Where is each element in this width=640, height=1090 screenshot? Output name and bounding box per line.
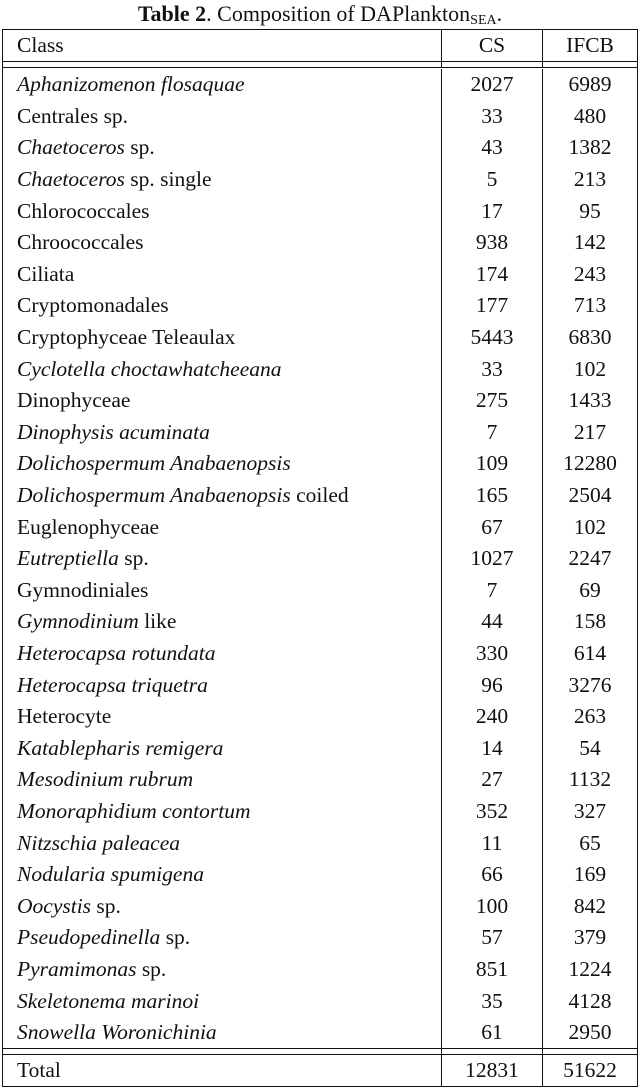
class-name-cell: [3, 796, 441, 828]
class-name-cell: [3, 227, 441, 259]
ifcb-count: 12280: [542, 448, 637, 480]
class-name-cell: [3, 764, 441, 796]
class-name-roman: Chlorococcales: [17, 198, 150, 223]
class-name-roman: Euglenophyceae: [17, 514, 160, 539]
class-name-italic: Heterocapsa rotundata: [17, 640, 216, 665]
class-name: [17, 1020, 217, 1045]
table-row: [3, 322, 637, 354]
ifcb-count: 614: [542, 638, 637, 670]
ifcb-count: 3276: [542, 669, 637, 701]
ifcb-count: 6830: [542, 322, 637, 354]
class-name-cell: [3, 290, 441, 322]
cs-count: 66: [441, 859, 542, 891]
header-separator: [3, 61, 637, 68]
class-name: [17, 862, 204, 887]
table-row: [3, 227, 637, 259]
class-name-cell: [3, 195, 441, 227]
class-name: [17, 199, 150, 224]
cs-count: 109: [441, 448, 542, 480]
class-name-roman: Ciliata: [17, 261, 75, 286]
class-name: [17, 325, 235, 350]
cs-count: 165: [441, 480, 542, 512]
table-row: [3, 101, 637, 133]
class-name: [17, 72, 245, 97]
cs-count: 33: [441, 353, 542, 385]
class-name-cell: [3, 101, 441, 133]
cs-count: 27: [441, 764, 542, 796]
table-row: [3, 290, 637, 322]
class-name: [17, 704, 111, 729]
class-name-roman: like: [138, 609, 177, 634]
ifcb-count: 1224: [542, 954, 637, 986]
class-name: [17, 230, 144, 255]
ifcb-count: 6989: [542, 69, 637, 101]
class-name-italic: Nitzschia paleacea: [17, 830, 181, 855]
cs-count: 100: [441, 890, 542, 922]
caption-text: . Composition of DAPlankton: [206, 1, 471, 26]
class-name: [17, 957, 166, 982]
class-name-cell: [3, 669, 441, 701]
cs-count: 14: [441, 732, 542, 764]
class-name: [17, 831, 180, 856]
class-name: [17, 167, 212, 192]
class-name: [17, 262, 74, 287]
class-name-italic: Skeletonema marinoi: [17, 988, 200, 1013]
class-name-roman: sp. single: [124, 167, 212, 192]
ifcb-count: 158: [542, 606, 637, 638]
cs-count: 174: [441, 259, 542, 291]
class-name-cell: [3, 890, 441, 922]
cs-count: 7: [441, 575, 542, 607]
class-name-cell: [3, 985, 441, 1017]
class-name-cell: [3, 575, 441, 607]
ifcb-count: 65: [542, 827, 637, 859]
ifcb-count: 69: [542, 575, 637, 607]
class-name-cell: [3, 385, 441, 417]
table-row: [3, 954, 637, 986]
class-name-cell: [3, 543, 441, 575]
cs-count: 61: [441, 1017, 542, 1049]
class-name: [17, 767, 193, 792]
ifcb-count: 1433: [542, 385, 637, 417]
ifcb-count: 213: [542, 164, 637, 196]
table-row: [3, 575, 637, 607]
cs-count: 7: [441, 417, 542, 449]
class-name-roman: sp.: [136, 956, 167, 981]
table-row: [3, 827, 637, 859]
header-ifcb: IFCB: [542, 30, 637, 61]
class-name: [17, 641, 215, 666]
class-name-italic: Eutreptiella: [17, 546, 119, 571]
class-name: [17, 736, 223, 761]
class-name-roman: sp.: [124, 135, 155, 160]
class-name-cell: [3, 417, 441, 449]
class-name-cell: [3, 954, 441, 986]
class-name-cell: [3, 922, 441, 954]
class-name-roman: Centrales sp.: [17, 103, 129, 128]
ifcb-count: 2950: [542, 1017, 637, 1049]
ifcb-count: 842: [542, 890, 637, 922]
table-header-row: [3, 30, 637, 61]
ifcb-count: 102: [542, 511, 637, 543]
table-row: [3, 890, 637, 922]
total-separator: [3, 1048, 637, 1055]
table-row: [3, 195, 637, 227]
caption-end: .: [496, 1, 503, 26]
class-name-roman: Gymnodiniales: [17, 577, 149, 602]
class-name-cell: [3, 322, 441, 354]
class-name-cell: [3, 732, 441, 764]
table-row: [3, 417, 637, 449]
cs-count: 17: [441, 195, 542, 227]
class-name-italic: Katablepharis remigera: [17, 735, 224, 760]
ifcb-count: 379: [542, 922, 637, 954]
ifcb-count: 4128: [542, 985, 637, 1017]
ifcb-count: 263: [542, 701, 637, 733]
class-name: [17, 451, 291, 476]
class-name-italic: Heterocapsa triquetra: [17, 672, 208, 697]
class-name-italic: Snowella Woronichinia: [17, 1020, 217, 1045]
ifcb-count: 95: [542, 195, 637, 227]
class-name-roman: coiled: [290, 483, 349, 508]
class-name: [17, 609, 176, 634]
ifcb-count: 1382: [542, 132, 637, 164]
class-name-cell: [3, 701, 441, 733]
cs-count: 43: [441, 132, 542, 164]
class-name-roman: Dinophyceae: [17, 388, 131, 413]
class-name: [17, 799, 251, 824]
class-name-italic: Dinophysis acuminata: [17, 419, 210, 444]
class-name-cell: [3, 1017, 441, 1049]
class-name-italic: Monoraphidium contortum: [17, 798, 251, 823]
class-name: [17, 483, 349, 508]
class-name: [17, 578, 148, 603]
class-name-italic: Gymnodinium: [17, 609, 139, 634]
header-cs: CS: [441, 30, 542, 61]
total-ifcb: 51622: [542, 1055, 637, 1086]
ifcb-count: 480: [542, 101, 637, 133]
table-row: [3, 922, 637, 954]
class-name: [17, 673, 208, 698]
class-name: [17, 420, 210, 445]
ifcb-count: 243: [542, 259, 637, 291]
cs-count: 11: [441, 827, 542, 859]
table-row: [3, 385, 637, 417]
caption-label: Table 2: [137, 1, 207, 26]
cs-count: 352: [441, 796, 542, 828]
cs-count: 2027: [441, 69, 542, 101]
class-name-cell: [3, 259, 441, 291]
class-name-cell: [3, 859, 441, 891]
table-row: [3, 859, 637, 891]
table-caption: [0, 0, 640, 28]
table-row: [3, 164, 637, 196]
class-name: [17, 546, 149, 571]
ifcb-count: 142: [542, 227, 637, 259]
class-name: [17, 989, 199, 1014]
cs-count: 44: [441, 606, 542, 638]
table-row: [3, 606, 637, 638]
table-row: [3, 69, 637, 101]
cs-count: 177: [441, 290, 542, 322]
total-row: [3, 1055, 637, 1086]
class-name-italic: Pseudopedinella: [17, 925, 161, 950]
class-name-italic: Oocystis: [17, 893, 92, 918]
ifcb-count: 327: [542, 796, 637, 828]
class-name: [17, 104, 128, 129]
ifcb-count: 713: [542, 290, 637, 322]
class-name-italic: Chaetoceros: [17, 135, 125, 160]
caption-subscript: SEA: [470, 13, 497, 28]
cs-count: 330: [441, 638, 542, 670]
cs-count: 851: [441, 954, 542, 986]
class-name-roman: sp.: [91, 893, 121, 918]
cs-count: 240: [441, 701, 542, 733]
class-name-roman: Cryptomonadales: [17, 293, 169, 318]
table-row: [3, 448, 637, 480]
class-name-italic: Dolichospermum Anabaenopsis: [17, 451, 291, 476]
table-row: [3, 511, 637, 543]
ifcb-count: 102: [542, 353, 637, 385]
table-body: [3, 68, 637, 1048]
class-name-cell: [3, 638, 441, 670]
ifcb-count: 2504: [542, 480, 637, 512]
class-name-roman: sp.: [160, 925, 191, 950]
class-name: [17, 388, 130, 413]
table-row: [3, 796, 637, 828]
class-name-cell: [3, 448, 441, 480]
cs-count: 5: [441, 164, 542, 196]
table-row: [3, 1017, 637, 1049]
class-name-cell: [3, 164, 441, 196]
class-name-italic: Nodularia spumigena: [17, 862, 204, 887]
ifcb-count: 54: [542, 732, 637, 764]
class-name: [17, 925, 190, 950]
table-row: [3, 764, 637, 796]
ifcb-count: 1132: [542, 764, 637, 796]
cs-count: 96: [441, 669, 542, 701]
cs-count: 275: [441, 385, 542, 417]
class-name-italic: Cyclotella choctawhatcheeana: [17, 356, 282, 381]
cs-count: 33: [441, 101, 542, 133]
cs-count: 67: [441, 511, 542, 543]
class-name-italic: Aphanizomenon flosaquae: [17, 72, 245, 97]
class-name-cell: [3, 353, 441, 385]
ifcb-count: 169: [542, 859, 637, 891]
class-name-roman: sp.: [118, 546, 149, 571]
class-name-cell: [3, 132, 441, 164]
class-name-italic: Pyramimonas: [17, 956, 137, 981]
cs-count: 5443: [441, 322, 542, 354]
table-row: [3, 353, 637, 385]
table-row: [3, 259, 637, 291]
class-name-cell: [3, 480, 441, 512]
class-name: [17, 293, 169, 318]
class-name: [17, 894, 121, 919]
class-name-italic: Dolichospermum Anabaenopsis: [17, 483, 291, 508]
class-name-cell: [3, 606, 441, 638]
ifcb-count: 217: [542, 417, 637, 449]
class-name-roman: Chroococcales: [17, 230, 144, 255]
class-name-cell: [3, 69, 441, 101]
composition-table: [2, 29, 638, 1087]
cs-count: 35: [441, 985, 542, 1017]
class-name-roman: Cryptophyceae Teleaulax: [17, 325, 236, 350]
table-row: [3, 132, 637, 164]
class-name-italic: Mesodinium rubrum: [17, 767, 194, 792]
total-label: Total: [17, 1058, 61, 1083]
class-name: [17, 135, 155, 160]
table-row: [3, 669, 637, 701]
ifcb-count: 2247: [542, 543, 637, 575]
cs-count: 938: [441, 227, 542, 259]
class-name-roman: Heterocyte: [17, 704, 112, 729]
class-name-italic: Chaetoceros: [17, 167, 125, 192]
table-row: [3, 543, 637, 575]
class-name: [17, 515, 159, 540]
cs-count: 1027: [441, 543, 542, 575]
class-name-cell: [3, 827, 441, 859]
class-name: [17, 357, 282, 382]
header-class: Class: [17, 33, 64, 57]
table-row: [3, 638, 637, 670]
table-row: [3, 480, 637, 512]
table-row: [3, 732, 637, 764]
table-row: [3, 701, 637, 733]
table-row: [3, 985, 637, 1017]
total-cs: 12831: [441, 1055, 542, 1086]
cs-count: 57: [441, 922, 542, 954]
class-name-cell: [3, 511, 441, 543]
